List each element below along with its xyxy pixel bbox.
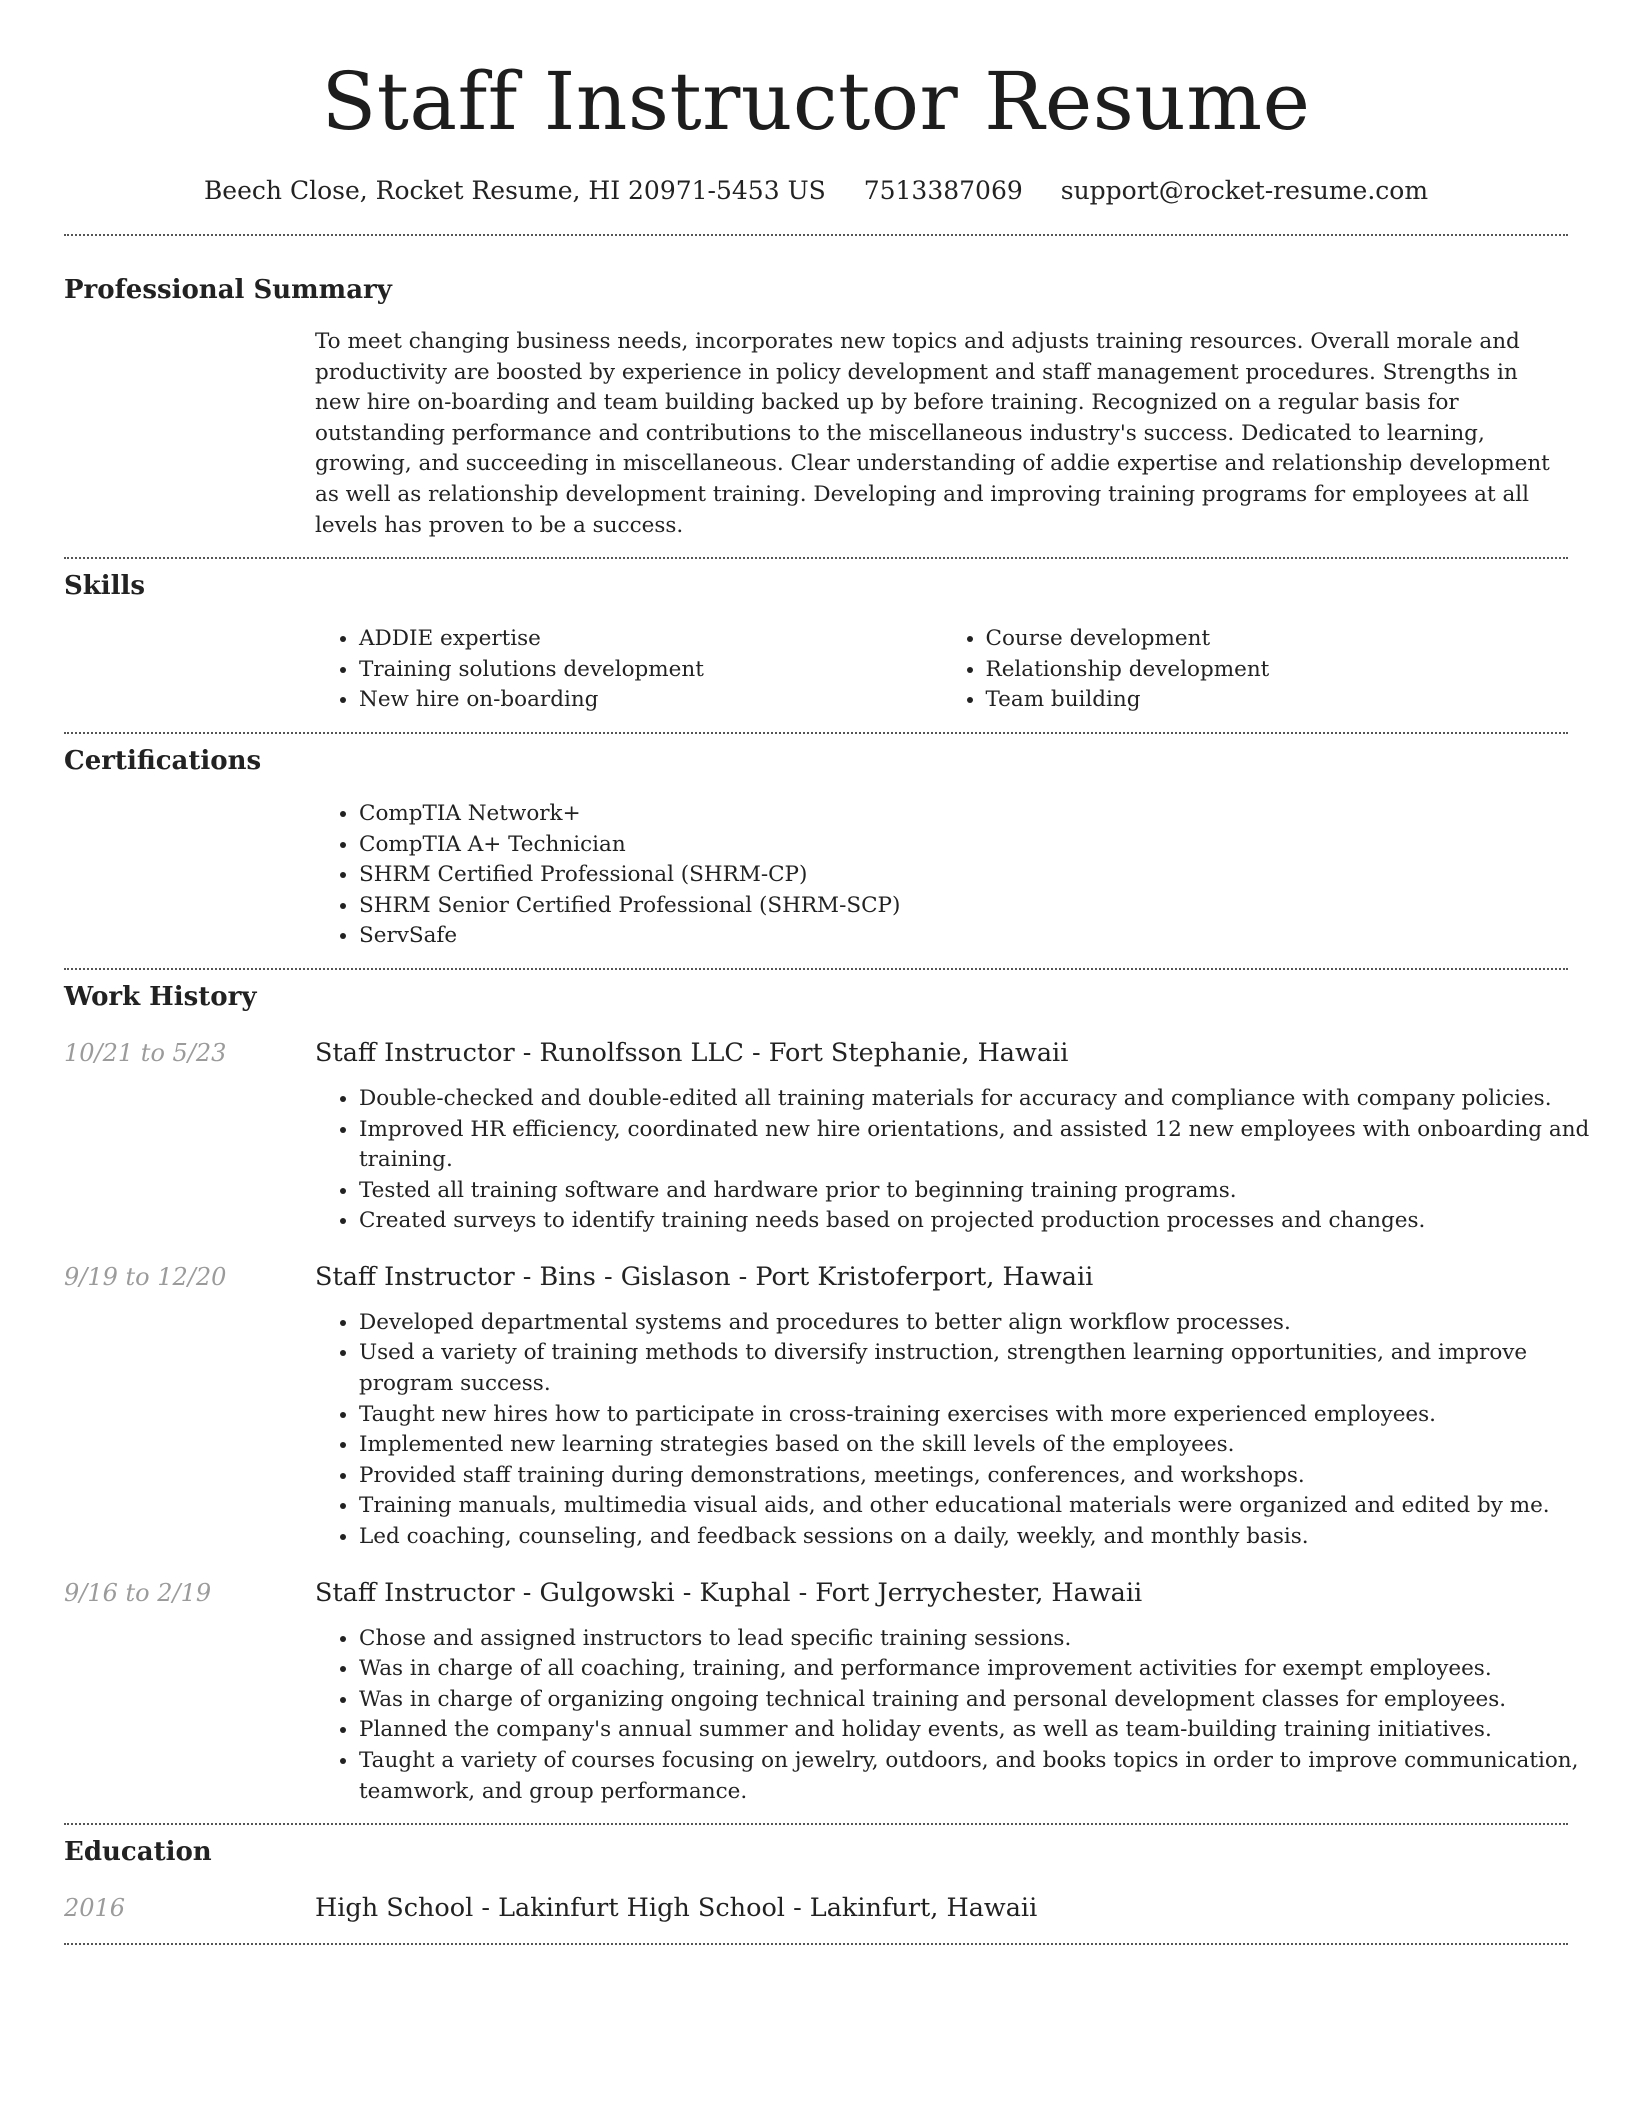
job-bullet: • Led coaching, counseling, and feedback sessions on a daily, weekly, and monthly basis. [359, 1522, 1612, 1553]
job-title: Staff Instructor - Gulgowski - Kuphal - Fort Jerrychester, Hawaii [315, 1577, 1143, 1608]
job-bullet: • Chose and assigned instructors to lead specific training sessions. [359, 1624, 1612, 1655]
divider [64, 1943, 1568, 1945]
certification-item: • CompTIA A+ Technician [359, 830, 1568, 861]
certifications-section [64, 734, 1568, 952]
skill-item: • Relationship development [986, 655, 1569, 686]
skills-list-right [942, 624, 1569, 716]
job-header [64, 1036, 1568, 1070]
skills-heading: Skills [64, 571, 146, 602]
job-bullet: • Was in charge of all coaching, training, and performance improvement activities for exempt employees. [359, 1654, 1612, 1685]
job-bullet: • Tested all training software and hardware prior to beginning training programs. [359, 1176, 1612, 1207]
job-entry [64, 1576, 1579, 1808]
resume-title: Staff Instructor Resume [321, 55, 1311, 148]
job-bullets [315, 1308, 1612, 1553]
jobs-container [64, 1036, 1590, 1807]
certification-item: • SHRM Certified Professional (SHRM-CP) [359, 860, 1568, 891]
skill-item: • Training solutions development [359, 655, 942, 686]
education-entry [64, 1891, 1568, 1925]
job-bullet: • Was in charge of organizing ongoing technical training and personal development classes for employees. [359, 1685, 1612, 1716]
resume-page [64, 0, 1590, 1945]
job-bullet: • Used a variety of training methods to diversify instruction, strengthen learning opportunities, and improve program success. [359, 1338, 1612, 1399]
skill-item: • Team building [986, 685, 1569, 716]
job-entry [64, 1036, 1590, 1237]
job-bullets [315, 1624, 1612, 1808]
job-title: Staff Instructor - Bins - Gislason - Port Kristoferport, Hawaii [315, 1261, 1094, 1292]
contact-address: Beech Close, Rocket Resume, HI 20971-5453 US [203, 176, 826, 205]
skill-item: • Course development [986, 624, 1569, 655]
education-heading: Education [64, 1837, 212, 1868]
skills-list-left [315, 624, 942, 716]
work-history-section [64, 970, 1590, 1807]
certification-item: • CompTIA Network+ [359, 799, 1568, 830]
job-bullets [315, 1084, 1612, 1237]
summary-section [64, 236, 1568, 541]
certification-item: • SHRM Senior Certified Professional (SHRM-SCP) [359, 891, 1568, 922]
job-bullet: • Created surveys to identify training needs based on projected production processes and changes. [359, 1206, 1612, 1237]
job-entry [64, 1260, 1568, 1553]
job-bullet: • Improved HR efficiency, coordinated new hire orientations, and assisted 12 new employees with onboarding and training. [359, 1115, 1612, 1176]
contact-email: support@rocket-resume.com [1060, 176, 1429, 205]
skill-item: • ADDIE expertise [359, 624, 942, 655]
education-year: 2016 [64, 1894, 126, 1923]
certifications-heading: Certifications [64, 745, 262, 776]
job-bullet: • Implemented new learning strategies based on the skill levels of the employees. [359, 1430, 1612, 1461]
job-bullet: • Taught a variety of courses focusing on jewelry, outdoors, and books topics in order to improve communication, teamwork, and group performance. [359, 1746, 1612, 1807]
job-title: Staff Instructor - Runolfsson LLC - Fort Stephanie, Hawaii [315, 1037, 1069, 1068]
education-section [64, 1825, 1568, 1925]
job-bullet: • Provided staff training during demonstrations, meetings, conferences, and workshops. [359, 1461, 1612, 1492]
job-dates: 9/19 to 12/20 [64, 1262, 227, 1291]
certifications-list [315, 799, 1568, 952]
contact-line [64, 174, 1568, 208]
skills-section [64, 559, 1568, 716]
skill-item: • New hire on-boarding [359, 685, 942, 716]
job-bullet: • Developed departmental systems and procedures to better align workflow processes. [359, 1308, 1612, 1339]
job-dates: 10/21 to 5/23 [64, 1038, 227, 1067]
summary-heading: Professional Summary [64, 275, 392, 305]
work-history-heading: Work History [64, 981, 257, 1012]
job-bullet: • Double-checked and double-edited all training materials for accuracy and compliance with company policies. [359, 1084, 1612, 1115]
job-bullet: • Planned the company's annual summer and holiday events, as well as team-building training initiatives. [359, 1715, 1612, 1746]
job-dates: 9/16 to 2/19 [64, 1578, 212, 1607]
education-title: High School - Lakinfurt High School - Lakinfurt, Hawaii [315, 1893, 1038, 1924]
job-bullet: • Training manuals, multimedia visual aids, and other educational materials were organized and edited by me. [359, 1491, 1612, 1522]
job-header [64, 1260, 1568, 1294]
certification-item: • ServSafe [359, 921, 1568, 952]
summary-text: To meet changing business needs, incorporates new topics and adjusts training resources. Overall morale and productivity are boosted by experience in policy development and staff management procedures. Strengths in new hire on-boarding and team building backed up by before training. Recognized on a regular basis for outstanding performance and contributions to the miscellaneous industry's success. Dedicated to learning, growing, and succeeding in miscellaneous. Clear understanding of addie expertise and relationship development as well as relationship development training. Developing and improving training programs for employees at all levels has proven to be a success. [315, 329, 1550, 538]
contact-phone: 7513387069 [863, 176, 1023, 205]
job-header [64, 1576, 1568, 1610]
job-bullet: • Taught new hires how to participate in cross-training exercises with more experienced employees. [359, 1400, 1612, 1431]
